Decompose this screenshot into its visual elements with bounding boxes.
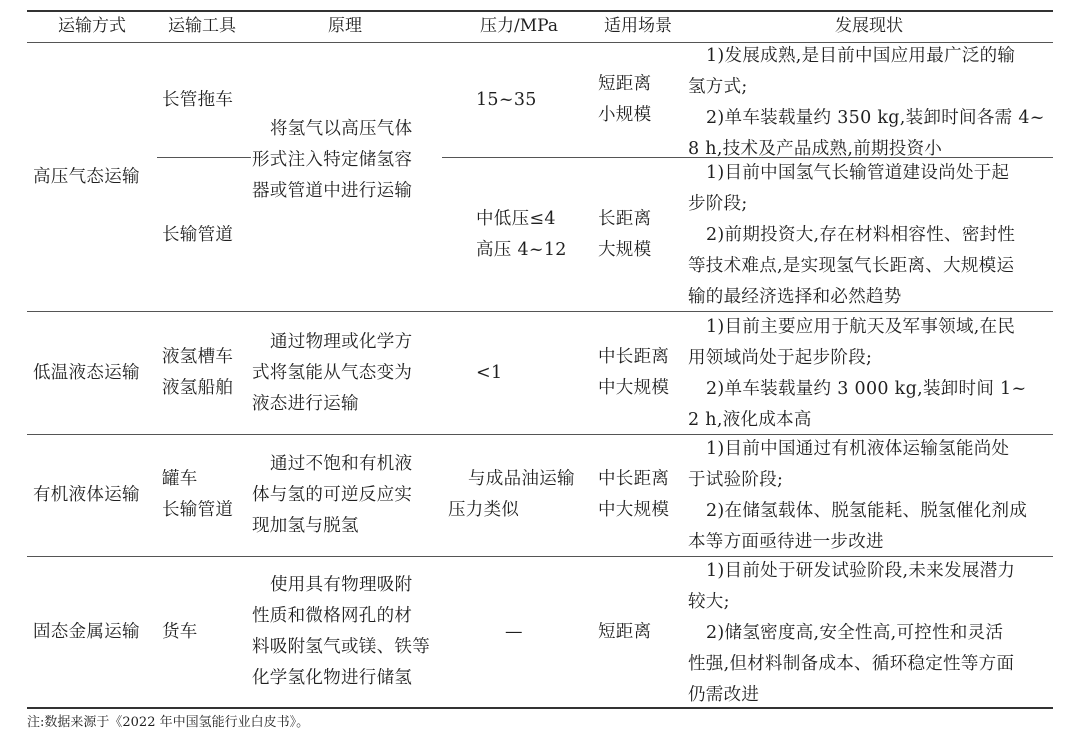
cell-method: 有机液体运输	[33, 485, 140, 505]
text-line: 1)目前处于研发试验阶段,未来发展潜力	[706, 561, 1016, 581]
text-line: 长距离	[598, 209, 652, 229]
cell-method: 高压气态运输	[33, 167, 140, 187]
text-line: 通过不饱和有机液	[270, 454, 413, 474]
header-method: 运输方式	[58, 16, 126, 36]
text-line: 2)在储氢载体、脱氢能耗、脱氢催化剂成	[706, 501, 1028, 521]
cell-status	[688, 434, 1027, 558]
text-line: 短距离	[598, 74, 652, 94]
cell-status	[688, 556, 1015, 711]
text-line: 中长距离	[598, 347, 670, 367]
table-note: 注:数据来源于《2022 年中国氢能行业白皮书》。	[27, 715, 310, 730]
text-line: 1)目前主要应用于航天及军事领域,在民	[706, 317, 1016, 337]
text-line: 大规模	[598, 240, 652, 260]
cell-pressure	[476, 85, 537, 116]
cell-scene	[598, 464, 669, 526]
text-line: 本等方面亟待进一步改进	[688, 532, 884, 552]
text-line: 中低压≤4	[476, 209, 556, 229]
text-line: 使用具有物理吸附	[270, 575, 413, 595]
header-scene: 适用场景	[604, 16, 672, 36]
text-line: 15~35	[476, 90, 537, 110]
text-line: 较大;	[688, 592, 730, 612]
text-line: 性质和微格网孔的材	[252, 606, 413, 626]
text-line: 仍需改进	[688, 685, 760, 705]
text-line: 通过物理或化学方	[270, 332, 413, 352]
cell-status	[688, 312, 1026, 436]
text-line: 与成品油运输	[468, 469, 575, 489]
text-line: 液氢船舶	[162, 378, 234, 398]
text-line: 长输管道	[162, 500, 234, 520]
text-line: —	[505, 622, 523, 642]
cell-principle	[252, 449, 412, 542]
text-line: 高压 4~12	[476, 240, 567, 260]
text-line: 形式注入特定储氢容	[252, 150, 413, 170]
cell-principle	[252, 114, 412, 207]
text-line: 器或管道中进行运输	[252, 181, 413, 201]
text-line: 输的最经济选择和必然趋势	[688, 287, 902, 307]
text-line: 1)目前中国氢气长输管道建设尚处于起	[706, 163, 1010, 183]
cell-principle	[252, 327, 412, 420]
text-line: 2 h,液化成本高	[688, 410, 812, 430]
text-line: 货车	[162, 622, 198, 642]
cell-method: 固态金属运输	[33, 622, 140, 642]
text-line: 体与氢的可逆反应实	[252, 485, 413, 505]
text-line: <1	[476, 363, 503, 383]
sub-row-divider-left	[157, 157, 251, 158]
cell-principle	[252, 570, 430, 694]
header-status: 发展现状	[835, 16, 903, 36]
text-line: 中大规模	[598, 378, 670, 398]
text-line: 2)前期投资大,存在材料相容性、密封性	[706, 225, 1016, 245]
text-line: 中长距离	[598, 469, 670, 489]
text-line: 于试验阶段;	[688, 470, 784, 490]
text-line: 1)目前中国通过有机液体运输氢能尚处	[706, 439, 1010, 459]
cell-tool	[162, 617, 198, 648]
text-line: 2)单车装载量约 3 000 kg,装卸时间 1~	[706, 379, 1027, 399]
cell-pressure	[448, 464, 575, 526]
header-principle: 原理	[328, 16, 362, 36]
text-line: 用领域尚处于起步阶段;	[688, 348, 873, 368]
text-line: 液态进行运输	[252, 394, 359, 414]
text-line: 化学氢化物进行储氢	[252, 668, 413, 688]
text-line: 步阶段;	[688, 194, 748, 214]
text-line: 小规模	[598, 105, 652, 125]
cell-pressure	[476, 204, 567, 266]
text-line: 压力类似	[448, 500, 520, 520]
text-line: 将氢气以高压气体	[270, 119, 413, 139]
text-line: 料吸附氢气或镁、铁等	[252, 637, 430, 657]
cell-tool	[162, 220, 233, 251]
cell-tool	[162, 85, 233, 116]
cell-scene	[598, 69, 651, 131]
cell-method: 低温液态运输	[33, 363, 140, 383]
text-line: 等技术难点,是实现氢气长距离、大规模运	[688, 256, 1015, 276]
cell-scene	[598, 617, 651, 648]
text-line: 罐车	[162, 469, 198, 489]
text-line: 现加氢与脱氢	[252, 516, 359, 536]
text-line: 2)储氢密度高,安全性高,可控性和灵活	[706, 623, 1004, 643]
cell-tool	[162, 464, 233, 526]
text-line: 中大规模	[598, 500, 670, 520]
text-line: 长输管道	[162, 225, 234, 245]
cell-status	[688, 158, 1015, 313]
text-line: 式将氢能从气态变为	[252, 363, 413, 383]
text-line: 长管拖车	[162, 90, 234, 110]
cell-tool	[162, 342, 233, 404]
cell-scene	[598, 204, 651, 266]
header-pressure: 压力/MPa	[480, 16, 558, 36]
cell-scene	[598, 342, 669, 404]
text-line: 性强,但材料制备成本、循环稳定性等方面	[688, 654, 1015, 674]
text-line: 8 h,技术及产品成熟,前期投资小	[688, 139, 943, 159]
cell-pressure	[505, 617, 523, 648]
header-tool: 运输工具	[168, 16, 236, 36]
text-line: 氢方式;	[688, 77, 748, 97]
text-line: 液氢槽车	[162, 347, 234, 367]
cell-pressure	[476, 358, 502, 389]
text-line: 短距离	[598, 622, 652, 642]
cell-status	[688, 41, 1045, 165]
text-line: 2)单车装载量约 350 kg,装卸时间各需 4~	[706, 108, 1045, 128]
text-line: 1)发展成熟,是目前中国应用最广泛的输	[706, 46, 1016, 66]
